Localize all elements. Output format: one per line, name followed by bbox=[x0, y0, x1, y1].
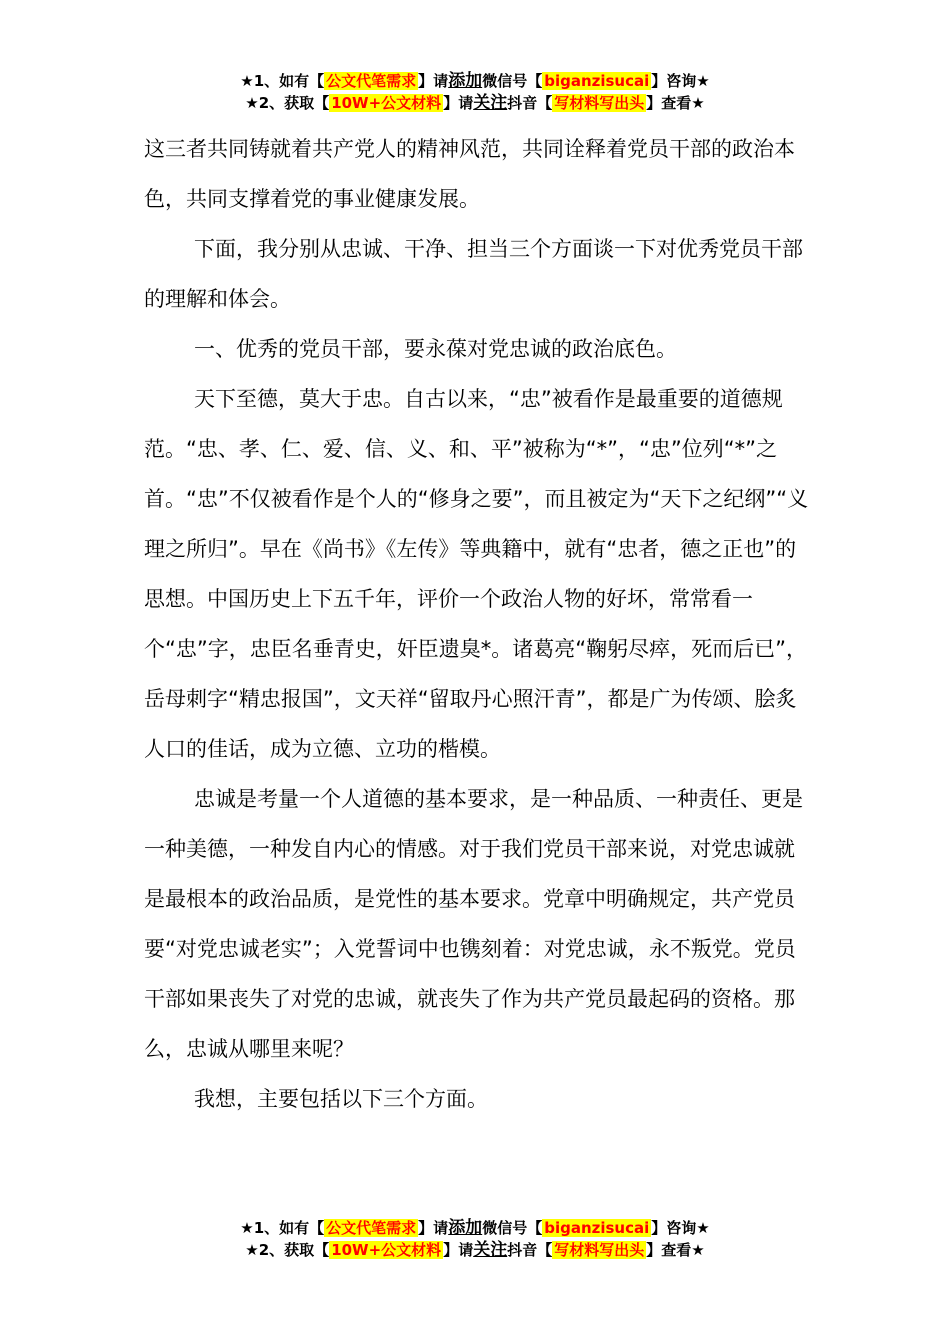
banner-line-2 bbox=[0, 1239, 950, 1261]
banner-text: 微信号【 bbox=[482, 72, 543, 90]
paragraph: 我想，主要包括以下三个方面。 bbox=[194, 1087, 488, 1111]
banner-text: 】请 bbox=[418, 72, 449, 90]
banner-highlight: biganzisucai bbox=[544, 72, 650, 90]
banner-text: ★2、获取【 bbox=[245, 94, 330, 112]
banner-emphasis: 关注 bbox=[473, 1240, 508, 1260]
banner-highlight: 10W+公文材料 bbox=[331, 1241, 442, 1259]
banner-text: 】请 bbox=[443, 1241, 474, 1259]
paragraph: 下面，我分别从忠诚、干净、担当三个方面谈一下对优秀党员干部的理解和体会。 bbox=[144, 237, 803, 311]
bottom-banner bbox=[0, 1217, 950, 1261]
banner-line-2 bbox=[0, 92, 950, 114]
banner-highlight: biganzisucai bbox=[544, 1219, 650, 1237]
banner-text: 】查看★ bbox=[646, 1241, 705, 1259]
paragraph: 天下至德，莫大于忠。自古以来，“忠”被看作是最重要的道德规范。“忠、孝、仁、爱、信、义、和、平”被称为“*”，“忠”位列“*”之首。“忠”不仅被看作是个人的“修身之要”，而且被定为“天下之纪纲”“义理之所归”。早在《尚书》《左传》等典籍中，就有“忠者，德之正也”的思想。中国历史上下五千年，评价一个政治人物的好坏，常常看一个“忠”字，忠臣名垂青史，奸臣遗臭*。诸葛亮“鞠躬尽瘁，死而后已”，岳母刺字“精忠报国”，文天祥“留取丹心照汗青”，都是广为传颂、脍炙人口的佳话，成为立德、立功的楷模。 bbox=[144, 387, 809, 761]
top-banner bbox=[0, 70, 950, 114]
banner-emphasis: 关注 bbox=[473, 93, 508, 113]
banner-text: 】咨询★ bbox=[651, 1219, 710, 1237]
banner-text: 】查看★ bbox=[646, 94, 705, 112]
banner-text: ★2、获取【 bbox=[245, 1241, 330, 1259]
banner-text: ★1、如有【 bbox=[240, 72, 325, 90]
banner-line-1 bbox=[0, 70, 950, 92]
banner-text: 】请 bbox=[418, 1219, 449, 1237]
banner-text: 】咨询★ bbox=[651, 72, 710, 90]
banner-line-1 bbox=[0, 1217, 950, 1239]
banner-text: 微信号【 bbox=[482, 1219, 543, 1237]
banner-text: 】请 bbox=[443, 94, 474, 112]
paragraph: 这三者共同铸就着共产党人的精神风范，共同诠释着党员干部的政治本色，共同支撑着党的事业健康发展。 bbox=[144, 137, 795, 211]
banner-highlight: 写材料写出头 bbox=[554, 94, 645, 112]
banner-emphasis: 添加 bbox=[448, 71, 483, 91]
document-body bbox=[144, 124, 809, 1124]
banner-emphasis: 添加 bbox=[448, 1218, 483, 1238]
section-heading: 一、优秀的党员干部，要永葆对党忠诚的政治底色。 bbox=[194, 337, 677, 361]
banner-highlight: 公文代笔需求 bbox=[326, 1219, 417, 1237]
banner-highlight: 10W+公文材料 bbox=[331, 94, 442, 112]
banner-text: 抖音【 bbox=[507, 1241, 553, 1259]
paragraph: 忠诚是考量一个人道德的基本要求，是一种品质、一种责任、更是一种美德，一种发自内心的情感。对于我们党员干部来说，对党忠诚就是最根本的政治品质，是党性的基本要求。党章中明确规定，共产党员要“对党忠诚老实”；入党誓词中也镌刻着：对党忠诚，永不叛党。党员干部如果丧失了对党的忠诚，就丧失了作为共产党员最起码的资格。那么，忠诚从哪里来呢？ bbox=[144, 787, 803, 1061]
banner-highlight: 公文代笔需求 bbox=[326, 72, 417, 90]
banner-text: 抖音【 bbox=[507, 94, 553, 112]
banner-text: ★1、如有【 bbox=[240, 1219, 325, 1237]
banner-highlight: 写材料写出头 bbox=[554, 1241, 645, 1259]
